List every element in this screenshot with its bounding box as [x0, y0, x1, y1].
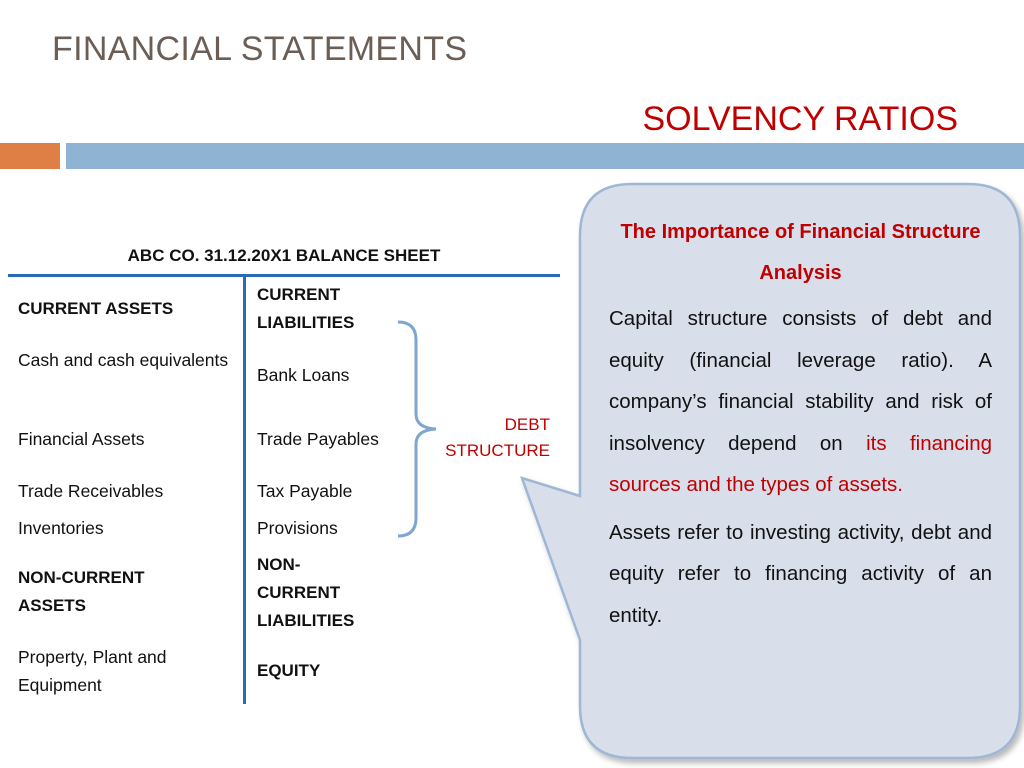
callout-paragraph-1 — [609, 298, 992, 506]
label-equity: EQUITY — [257, 661, 321, 680]
label-cash: Cash and cash equivalents — [18, 350, 229, 370]
callout-paragraph-2: Assets refer to investing activity, debt and equity refer to financing activity of an entity. — [609, 520, 992, 627]
label-current-assets: CURRENT ASSETS — [18, 299, 174, 318]
label-non-current-assets: NON-CURRENT ASSETS — [18, 568, 145, 615]
callout-heading: The Importance of Financial Structure Analysis — [620, 221, 981, 284]
label-provisions: Provisions — [257, 518, 338, 538]
callout-paragraph-1-text: Capital structure consists of debt and equity (financial leverage ratio). A company’s financial stability and risk of insolvency depend on — [609, 307, 992, 455]
label-tax-payable: Tax Payable — [257, 481, 353, 501]
callout-content — [609, 212, 992, 642]
label-ppe: Property, Plant and Equipment — [18, 647, 167, 695]
label-bank-loans: Bank Loans — [257, 365, 350, 385]
label-trade-payables: Trade Payables — [257, 429, 379, 449]
slide-subtitle: SOLVENCY RATIOS — [642, 100, 958, 138]
label-inventories: Inventories — [18, 518, 104, 538]
balance-sheet-title: ABC CO. 31.12.20X1 BALANCE SHEET — [127, 246, 441, 265]
label-trade-receivables: Trade Receivables — [18, 481, 164, 501]
slide-title: FINANCIAL STATEMENTS — [52, 30, 468, 68]
label-non-current-liabilities: NON-CURRENT LIABILITIES — [257, 555, 355, 630]
debt-structure-label: DEBT STRUCTURE — [445, 415, 550, 460]
label-financial-assets: Financial Assets — [18, 429, 145, 449]
label-current-liabilities: CURRENT LIABILITIES — [257, 285, 355, 332]
callout-paragraph-1-highlight: its financing sources and the types of assets. — [609, 431, 992, 496]
